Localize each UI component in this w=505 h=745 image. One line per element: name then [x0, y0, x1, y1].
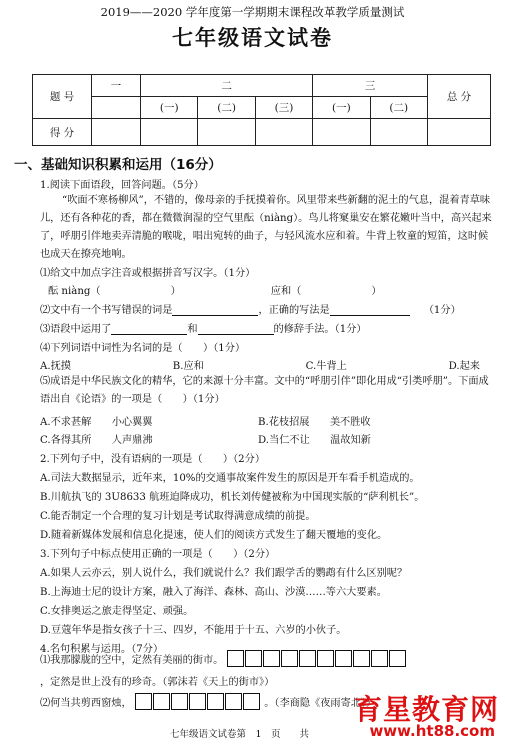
score-table-part2: 二: [141, 75, 313, 97]
q4-s2: ⑵何当共剪西窗烛， 。（李商隐《夜雨寄北》）: [40, 693, 376, 710]
q1-s1-answers: [48, 282, 382, 297]
q1-s5-opt-d[interactable]: D.当仁不让 温故知新: [258, 435, 371, 446]
watermark-url: www.ht88.com: [369, 722, 495, 740]
score-cell[interactable]: [255, 119, 312, 146]
score-table-label-score: 得 分: [33, 119, 92, 146]
q1-s1-a: 酝 niàng（: [48, 286, 101, 297]
answer-box-group[interactable]: [135, 697, 264, 708]
q4-stem: 4.名句积累与运用。（7分）: [40, 644, 164, 655]
q4-s1: ⑴我那朦胧的空中，定然有美丽的街市。: [40, 650, 407, 667]
answer-blank[interactable]: [172, 303, 258, 316]
score-cell[interactable]: [370, 119, 427, 146]
q2-stem: 2.下列句子中，没有语病的一项是（ ）（2分）: [40, 454, 266, 465]
option-a[interactable]: A.抚摸: [40, 361, 71, 372]
option-d[interactable]: D.起来: [448, 361, 480, 372]
q2-opt-a[interactable]: A.司法大数据显示，近年来，10%的交通事故案件发生的原因是开车看手机造成的。: [40, 473, 420, 484]
score-cell[interactable]: [92, 119, 141, 146]
q1-s1: ⑴给文中加点字注音或根据拼音写汉字。（1分）: [40, 268, 256, 279]
score-table-total: 总 分: [428, 75, 491, 119]
score-cell-total[interactable]: [428, 119, 491, 146]
page-footer: 七年级语文试卷第 1 页 共: [170, 729, 310, 740]
q2-opt-d[interactable]: D.随着新媒体发展和信息化提速，使人们的阅读方式发生了翻天覆地的变化。: [40, 530, 388, 541]
score-table-sub: (一): [141, 97, 198, 119]
score-table-label-number: 题 号: [33, 75, 92, 119]
q1-s1-c: 应和（: [270, 286, 302, 297]
score-table-part1-sub: [92, 97, 141, 119]
q1-s5-opt-b[interactable]: B.花枝招展 美不胜收: [258, 417, 371, 428]
exam-header-line: 2019——2020 学年度第一学期期末课程改革教学质量测试: [100, 5, 405, 19]
score-cell[interactable]: [198, 119, 255, 146]
q2-opt-c[interactable]: C.能否制定一个合理的复习计划是考试取得满意成绩的前提。: [40, 511, 316, 522]
score-table-sub: (二): [198, 97, 255, 119]
q4-s1-cont: ，定然是世上没有的珍奇。（郭沫若《天上的街市》）: [40, 677, 275, 688]
answer-blank[interactable]: [111, 322, 187, 335]
q3-opt-d[interactable]: D.豆蔻年华是指女孩子十三、四岁，不能用于十五、六岁的小伙子。: [40, 625, 347, 636]
q1-s4: ⑷下列词语中词性为名词的是（ ）（1分）: [40, 343, 246, 354]
q1-passage: “吹面不寒杨柳风”，不错的，像母亲的手抚摸着你。风里带来些新翻的泥土的气息，混着青草味儿，还有各种花的香，都在微微润湿的空气里酝（niàng）。鸟儿将窠巢安在繁花嫩叶当中，高兴起来了，呼朋引伴地卖弄清脆的喉咙，唱出宛转的曲子，与轻风流水应和着。牛背上牧童的短笛，这时候也成天在撩亮地响。: [40, 195, 492, 260]
score-table-part1: 一: [92, 75, 141, 97]
q1-s5-opt-c[interactable]: C.各得其所 人声鼎沸: [40, 435, 153, 446]
score-table-sub: (三): [255, 97, 312, 119]
score-table-part3: 三: [313, 75, 428, 97]
q3-opt-b[interactable]: B.上海迪士尼的设计方案，融入了海洋、森林、高山、沙漠……等六大要素。: [40, 587, 387, 598]
score-cell[interactable]: [141, 119, 198, 146]
q1-s1-b: ）: [170, 286, 181, 297]
score-table-sub: (二): [370, 97, 427, 119]
score-cell[interactable]: [313, 119, 370, 146]
q2-opt-b[interactable]: B.川航执飞的 3U8633 航班迫降成功，机长刘传健被称为中国现实版的“萨利机长”。: [40, 492, 425, 503]
section-heading-1: 一、基础知识积累和运用（16分）: [14, 157, 222, 173]
score-table: [32, 74, 491, 146]
answer-blank[interactable]: [198, 322, 274, 335]
q3-opt-a[interactable]: A.如果人云亦云，别人说什么，我们就说什么？我们跟学舌的鹦鹉有什么区别呢？: [40, 568, 408, 579]
score-table-sub: (一): [313, 97, 370, 119]
watermark-logo: 育星教育网: [353, 693, 499, 726]
q1-s2: ⑵文中有一个书写错误的词是 ，正确的写法是 （1分）: [40, 305, 461, 316]
answer-box-group[interactable]: [227, 654, 407, 665]
exam-title: 七年级语文试卷: [172, 26, 333, 50]
q1-s3: ⑶语段中运用了 和 的修辞手法。（1分）: [40, 324, 367, 335]
answer-blank[interactable]: [330, 303, 410, 316]
q1-s5-opt-a[interactable]: A.不求甚解 小心翼翼: [40, 417, 153, 428]
q3-stem: 3.下列句子中标点使用正确的一项是（ ）（2分）: [40, 549, 276, 560]
q1-s5: ⑸成语是中华民族文化的精华，它的来源十分丰富。文中的“呼朋引伴”即化用成“引类呼朋”。下面成语出自《论语》的一项是（ ）（1分）: [40, 376, 489, 405]
q1-stem: 1.阅读下面语段，回答问题。（5分）: [40, 180, 204, 191]
q1-s1-d: ）: [371, 286, 382, 297]
q1-s4-options: [40, 357, 480, 372]
option-c[interactable]: C.牛背上: [305, 361, 347, 372]
option-b[interactable]: B.应和: [172, 361, 204, 372]
q3-opt-c[interactable]: C.女排奥运之旅走得坚定、顽强。: [40, 606, 194, 617]
